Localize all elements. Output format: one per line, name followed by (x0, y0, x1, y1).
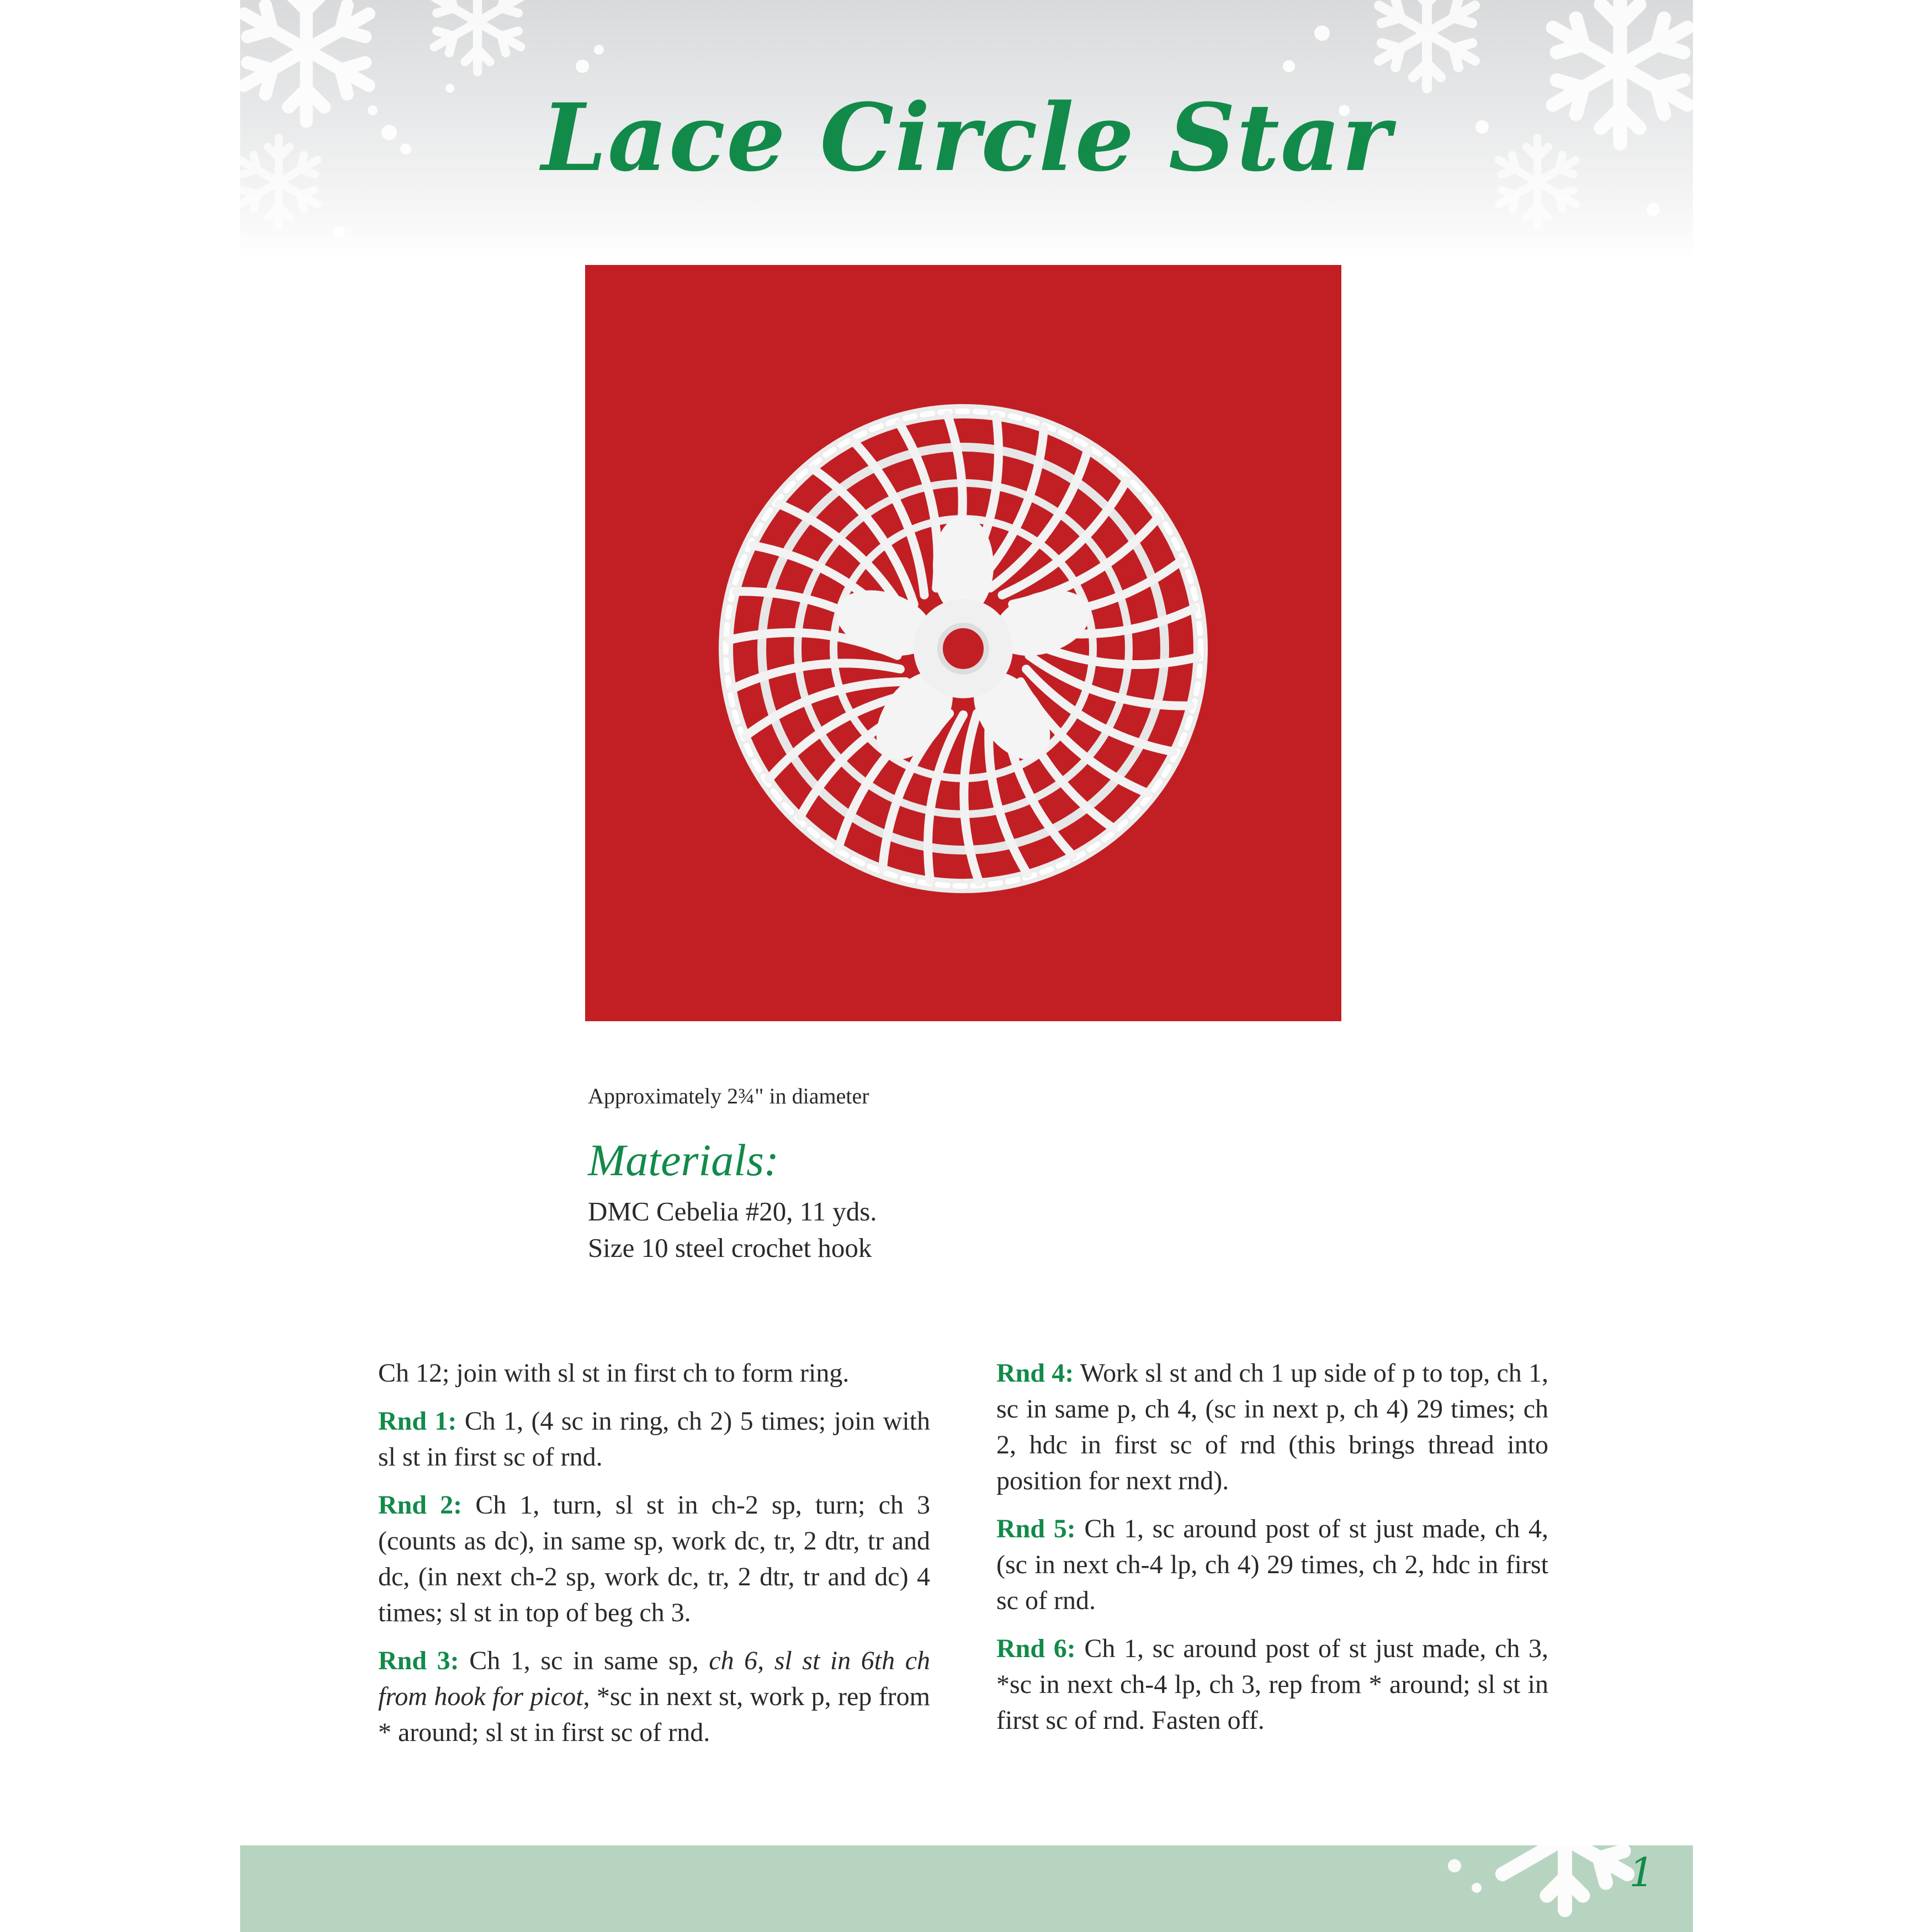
round-text-continued: , *sc in next st, work p, rep from * around; sl st in first sc of rnd. (378, 1682, 931, 1747)
instructions-intro: Ch 12; join with sl st in first ch to form ring. (378, 1358, 850, 1388)
materials-item-hook: Size 10 steel crochet hook (588, 1233, 872, 1263)
size-caption: Approximately 2¾" in diameter (588, 1084, 869, 1108)
round-label: Rnd 5: (996, 1514, 1076, 1543)
round-text: Ch 1, turn, sl st in ch-2 sp, turn; ch 3 (counts as dc), in same sp, work dc, tr, 2 dtr, tr and dc, (in next ch-2 sp, work dc, tr, 2 dtr, tr and dc) 4 times; sl st in top of beg ch 3. (378, 1490, 930, 1627)
page-title: Lace Circle Star (541, 83, 1392, 192)
round-text: Ch 1, sc around post of st just made, ch 4, (sc in next ch-4 lp, ch 4) 29 times, ch 2, hdc in first sc of rnd. (996, 1514, 1549, 1615)
round-label: Rnd 2: (378, 1490, 463, 1520)
materials-heading: Materials: (588, 1135, 779, 1185)
round-text: Work sl st and ch 1 up side of p to top, ch 1, sc in same p, ch 4, (sc in next p, ch 4) 29 times; ch 2, hdc in first sc of rnd (this brings thread into position for next rnd). (996, 1358, 1549, 1495)
round-label: Rnd 3: (378, 1646, 459, 1675)
picot-definition: ch 6, sl st in 6th ch from hook for picot (378, 1646, 931, 1711)
round-label: Rnd 6: (996, 1634, 1076, 1663)
round-label: Rnd 4: (996, 1358, 1074, 1388)
round-text: Ch 1, sc in same sp, (459, 1646, 709, 1675)
materials-item-thread: DMC Cebelia #20, 11 yds. (588, 1196, 877, 1227)
snowflake-icon (240, 0, 1693, 1932)
round-text: Ch 1, (4 sc in ring, ch 2) 5 times; join with sl st in first sc of rnd. (378, 1406, 930, 1472)
round-label: Rnd 1: (378, 1406, 457, 1436)
round-text: Ch 1, sc around post of st just made, ch 3, *sc in next ch-4 lp, ch 3, rep from * around; sl st in first sc of rnd. Fasten off. (996, 1634, 1549, 1735)
page (240, 0, 1693, 1932)
page-number: 1 (1629, 1849, 1654, 1896)
